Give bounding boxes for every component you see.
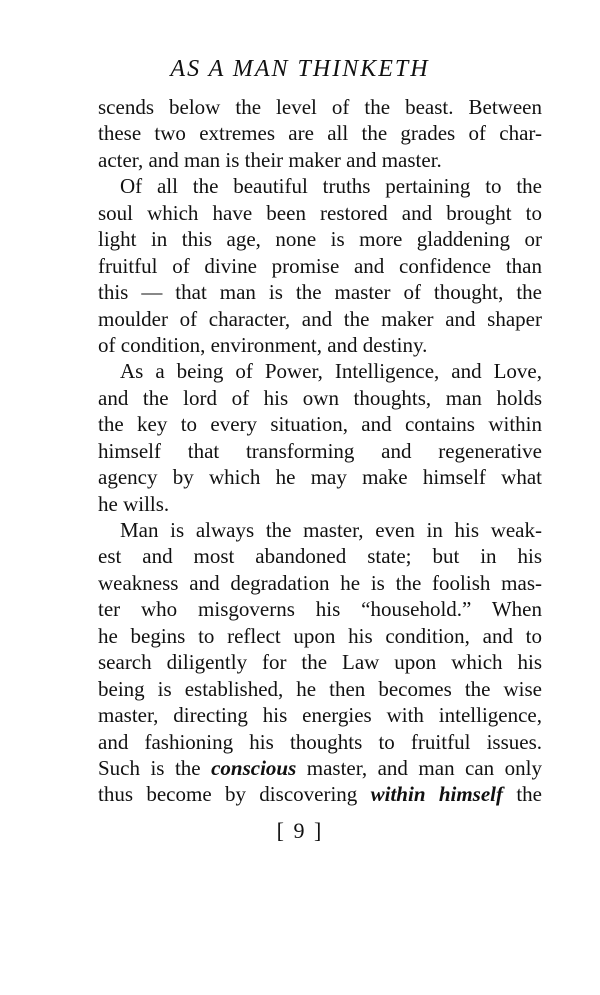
page-body — [98, 94, 542, 808]
text-line: himself that transforming and regenerative — [98, 438, 542, 463]
text-line: of condition, environment, and destiny. — [98, 332, 428, 357]
text-line: and the lord of his own thoughts, man holds — [98, 385, 542, 410]
text-line: est and most abandoned state; but in his — [98, 544, 542, 569]
text-line: As a being of Power, Intelligence, and Love, — [120, 359, 542, 384]
text-line: he wills. — [98, 491, 170, 516]
text-line: master, directing his energies with intelligence, — [98, 703, 542, 728]
italic-emphasis: within himself — [370, 782, 503, 807]
text-line: ter who misgoverns his “household.” When — [98, 597, 542, 622]
text-run: master, and man can only — [296, 755, 542, 780]
running-title: AS A MAN THINKETH — [170, 56, 430, 82]
text-line: these two extremes are all the grades of char- — [98, 121, 542, 146]
text-line: acter, and man is their maker and master. — [98, 147, 442, 172]
text-line: light in this age, none is more gladdening or — [98, 227, 542, 252]
text-line: fruitful of divine promise and confidence than — [98, 253, 542, 278]
page-number: [ 9 ] — [276, 818, 324, 843]
text-line: scends below the level of the beast. Between — [98, 95, 542, 119]
text-run: thus become by discovering — [98, 782, 371, 807]
text-line: agency by which he may make himself what — [98, 465, 542, 490]
text-line — [98, 781, 542, 807]
text-line: this — that man is the master of thought, the — [98, 280, 542, 305]
text-line: the key to every situation, and contains within — [98, 412, 542, 437]
text-line: moulder of character, and the maker and shaper — [98, 306, 542, 331]
text-line: he begins to reflect upon his condition, and to — [98, 623, 542, 648]
text-run: the — [503, 782, 542, 807]
text-line: soul which have been restored and brought to — [98, 200, 542, 225]
text-line: Man is always the master, even in his weak- — [120, 518, 542, 542]
text-line: weakness and degradation he is the foolish mas- — [98, 570, 542, 595]
text-line: being is established, he then becomes the wise — [98, 676, 542, 701]
text-line: Of all the beautiful truths pertaining to the — [120, 174, 542, 199]
text-line: and fashioning his thoughts to fruitful issues. — [98, 729, 542, 754]
text-run: Such is the — [98, 755, 212, 780]
italic-emphasis: conscious — [211, 755, 297, 780]
text-line: search diligently for the Law upon which his — [98, 650, 542, 675]
text-line — [98, 755, 542, 781]
